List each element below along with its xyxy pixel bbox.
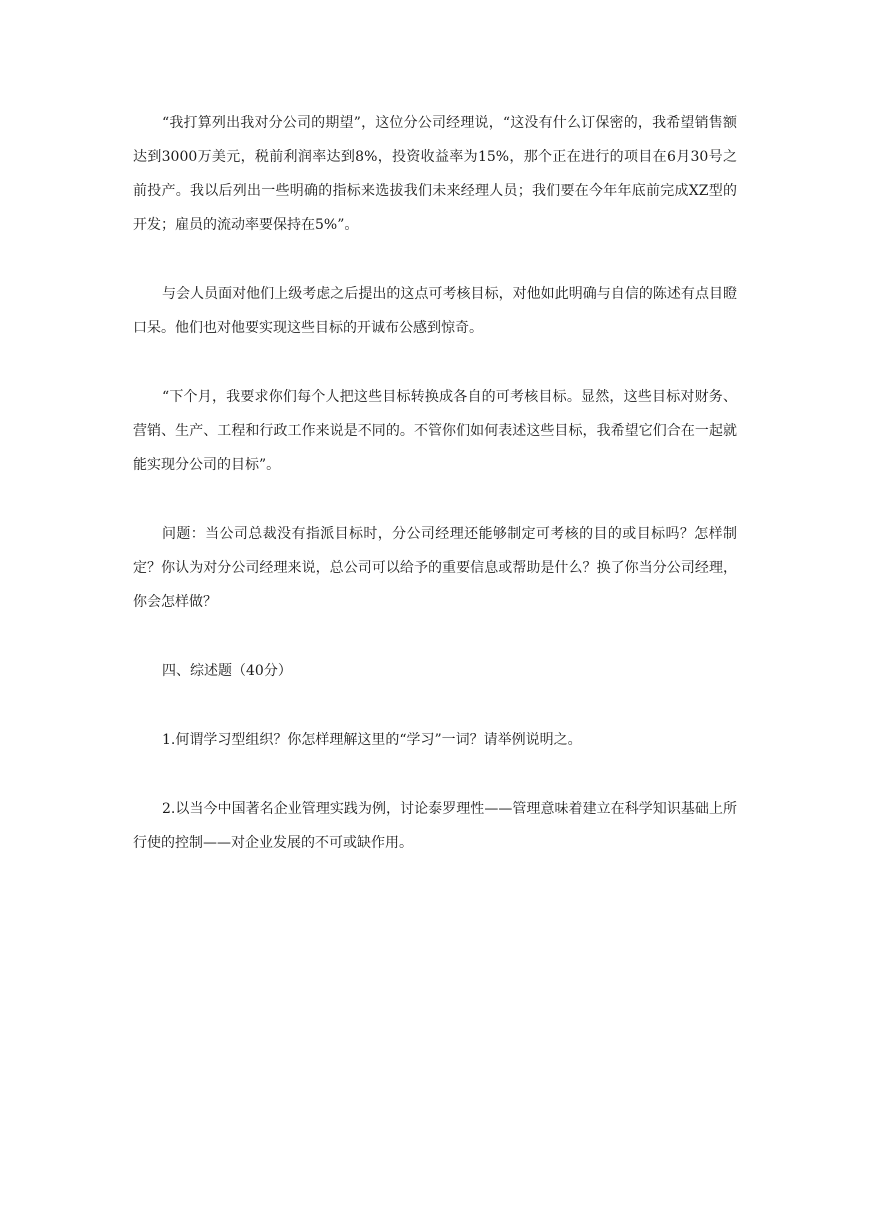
essay-question-2: 2.以当今中国著名企业管理实践为例，讨论泰罗理性——管理意味着建立在科学知识基础上所行使的控制——对企业发展的不可或缺作用。: [133, 801, 737, 851]
essay-question-1: 1.何谓学习型组织？你怎样理解这里的“学习”一词？请举例说明之。: [162, 732, 582, 748]
paragraph-question: 问题：当公司总裁没有指派目标时，分公司经理还能够制定可考核的目的或目标吗？怎样制定？你认为对分公司经理来说，总公司可以给予的重要信息或帮助是什么？换了你当分公司经理，你会怎样做？: [133, 526, 737, 610]
document-body: [133, 106, 737, 860]
paragraph-attendees-reaction: 与会人员面对他们上级考虑之后提出的这点可考核目标，对他如此明确与自信的陈述有点目瞪口呆。他们也对他要实现这些目标的开诚布公感到惊奇。: [133, 286, 737, 336]
paragraph-next-month-request: “下个月，我要求你们每个人把这些目标转换成各自的可考核目标。显然，这些目标对财务、营销、生产、工程和行政工作来说是不同的。不管你们如何表述这些目标，我希望它们合在一起就能实现分公司的目标”。: [133, 389, 737, 473]
paragraph-manager-expectations: “我打算列出我对分公司的期望”，这位分公司经理说，“这没有什么订保密的，我希望销售额达到3000万美元，税前利润率达到8%，投资收益率为15%，那个正在进行的项目在6月30号之前投产。我以后列出一些明确的指标来选拔我们未来经理人员；我们要在今年年底前完成XZ型的开发；雇员的流动率要保持在5%”。: [133, 115, 737, 233]
section-heading-essay: 四、综述题（40分）: [162, 663, 292, 679]
